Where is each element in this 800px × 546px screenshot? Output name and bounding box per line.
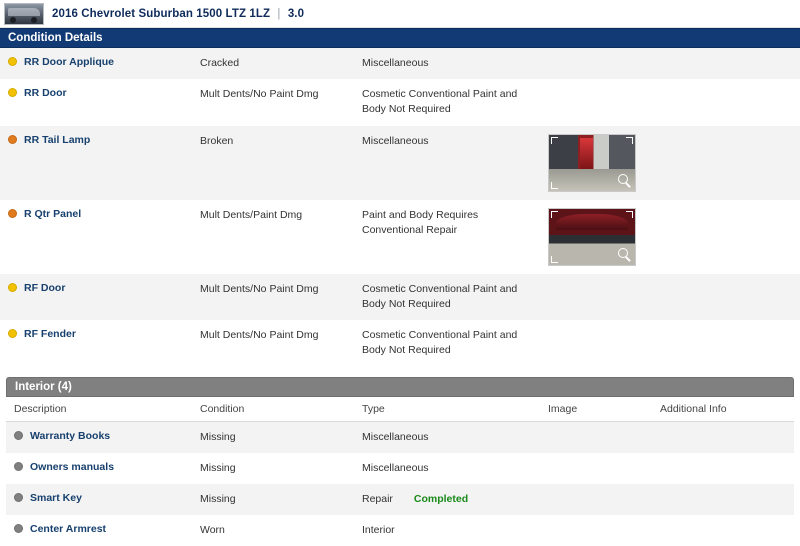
damage-item-link[interactable]: RF Door (24, 281, 66, 294)
condition-details-title: Condition Details (8, 32, 103, 44)
interior-table-wrapper (6, 397, 794, 546)
damage-item-link[interactable]: R Qtr Panel (24, 207, 82, 220)
vehicle-name: 2016 Chevrolet Suburban 1500 LTZ 1LZ (52, 7, 271, 20)
row-extra-cell (668, 48, 800, 79)
row-type-cell: Miscellaneous (362, 57, 429, 69)
row-description-cell (6, 515, 200, 546)
row-extra-cell (668, 320, 800, 366)
row-image-cell (548, 200, 668, 274)
row-extra-cell (668, 79, 800, 125)
row-type-cell: Cosmetic Conventional Paint and Body Not Required (362, 282, 518, 310)
row-type-cell: Interior (362, 524, 395, 537)
column-header-condition[interactable]: Condition (200, 397, 362, 422)
vehicle-thumbnail-icon[interactable] (4, 3, 44, 25)
row-image-cell (548, 484, 660, 515)
damage-item-link[interactable]: RR Tail Lamp (24, 133, 91, 146)
condition-details-header (0, 28, 800, 48)
column-header-description[interactable]: Description (6, 397, 200, 422)
row-condition-cell: Cracked (200, 57, 240, 69)
row-condition-cell: Missing (200, 461, 236, 474)
row-condition-cell: Mult Dents/No Paint Dmg (200, 282, 319, 295)
row-type-cell: Cosmetic Conventional Paint and Body Not Required (362, 329, 518, 357)
crop-corner-icon (626, 211, 633, 218)
row-type-cell: Cosmetic Conventional Paint and Body Not Required (362, 88, 518, 116)
row-type-cell: Paint and Body Requires Conventional Repair (362, 208, 479, 236)
row-image-cell (548, 126, 668, 200)
row-condition-cell: Broken (200, 134, 234, 147)
interior-item-link[interactable]: Owners manuals (30, 460, 115, 473)
interior-table (6, 397, 794, 546)
repair-type-text: Repair (362, 492, 393, 505)
row-description-cell (0, 320, 200, 366)
column-header-additional-info[interactable]: Additional Info (660, 397, 794, 422)
status-badge: Completed (413, 492, 469, 505)
tail-lamp-damage-photo[interactable] (548, 134, 636, 192)
yellow-severity-dot (8, 329, 17, 338)
table-row[interactable] (0, 320, 800, 366)
row-type-cell (362, 484, 548, 515)
interior-item-link[interactable]: Smart Key (30, 491, 82, 504)
row-image-cell (548, 79, 668, 125)
quarter-panel-damage-photo[interactable] (548, 208, 636, 266)
row-description-cell (0, 200, 200, 274)
row-type-cell: Miscellaneous (362, 461, 429, 474)
row-condition-cell: Mult Dents/Paint Dmg (200, 208, 303, 221)
title-separator: | (277, 7, 281, 20)
magnifier-icon[interactable] (615, 245, 633, 263)
row-extra-cell (660, 484, 794, 515)
table-row[interactable] (0, 48, 800, 79)
table-row[interactable] (0, 200, 800, 274)
magnifier-icon[interactable] (615, 171, 633, 189)
yellow-severity-dot (8, 88, 17, 97)
row-condition-cell: Mult Dents/No Paint Dmg (200, 329, 319, 342)
table-row[interactable] (0, 274, 800, 320)
row-description-cell (6, 484, 200, 515)
column-header-type[interactable]: Type (362, 397, 548, 422)
row-extra-cell (660, 421, 794, 453)
interior-section-header (6, 377, 794, 397)
row-image-cell (548, 48, 668, 79)
table-row[interactable] (0, 79, 800, 125)
row-condition-cell: Mult Dents/No Paint Dmg (200, 88, 319, 101)
interior-section-title: Interior (4) (15, 380, 72, 393)
row-type-cell: Miscellaneous (362, 430, 429, 443)
row-description-cell (6, 421, 200, 453)
vehicle-grade: 3.0 (287, 7, 305, 20)
row-extra-cell (668, 274, 800, 320)
table-row[interactable] (6, 453, 794, 484)
gray-severity-dot (14, 462, 23, 471)
yellow-severity-dot (8, 283, 17, 292)
row-condition-cell: Missing (200, 430, 236, 443)
crop-corner-icon (551, 182, 558, 189)
row-condition-cell: Worn (200, 524, 225, 537)
row-extra-cell (660, 515, 794, 546)
damage-item-link[interactable]: RF Fender (24, 328, 76, 341)
condition-details-table (0, 48, 800, 367)
row-extra-cell (660, 453, 794, 484)
row-extra-cell (668, 200, 800, 274)
row-image-cell (548, 320, 668, 366)
row-description-cell (0, 48, 200, 79)
row-extra-cell (668, 126, 800, 200)
row-condition-cell: Missing (200, 492, 236, 505)
yellow-severity-dot (8, 57, 17, 66)
crop-corner-icon (626, 137, 633, 144)
row-image-cell (548, 274, 668, 320)
crop-corner-icon (551, 137, 558, 144)
vehicle-title (52, 8, 304, 20)
orange-severity-dot (8, 209, 17, 218)
row-type-cell: Miscellaneous (362, 134, 429, 147)
vehicle-header (0, 0, 800, 28)
interior-item-link[interactable]: Warranty Books (30, 429, 111, 442)
interior-table-header-row (6, 397, 794, 422)
column-header-image[interactable]: Image (548, 397, 660, 422)
table-row[interactable] (6, 421, 794, 453)
row-description-cell (0, 126, 200, 200)
orange-severity-dot (8, 135, 17, 144)
table-row[interactable] (6, 515, 794, 546)
row-image-cell (548, 421, 660, 453)
crop-corner-icon (551, 211, 558, 218)
damage-item-link[interactable]: RR Door Applique (24, 56, 115, 68)
row-image-cell (548, 515, 660, 546)
row-image-cell (548, 453, 660, 484)
interior-item-link[interactable]: Center Armrest (30, 523, 107, 536)
gray-severity-dot (14, 524, 23, 533)
table-row[interactable] (6, 484, 794, 515)
damage-item-link[interactable]: RR Door (24, 87, 67, 100)
gray-severity-dot (14, 431, 23, 440)
gray-severity-dot (14, 493, 23, 502)
crop-corner-icon (551, 256, 558, 263)
row-description-cell (0, 274, 200, 320)
row-description-cell (6, 453, 200, 484)
row-description-cell (0, 79, 200, 125)
table-row[interactable] (0, 126, 800, 200)
